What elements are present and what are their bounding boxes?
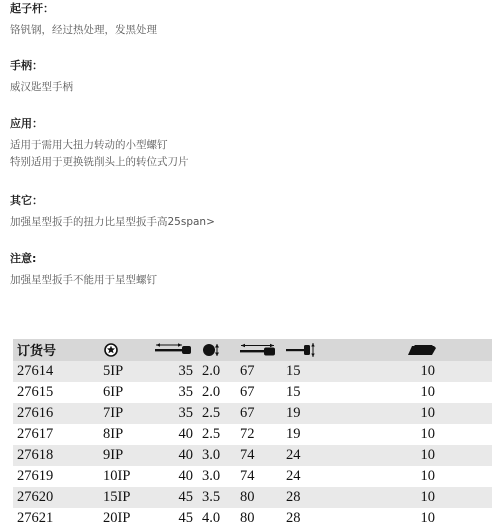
section-shaft [10,2,157,39]
table-row [13,487,492,508]
tip-size-cell: 20IP [103,508,155,529]
tip-diameter-cell: 3.5 [202,487,240,508]
package-qty-cell: 10 [336,508,492,529]
tip-diameter-cell: 2.0 [202,382,240,403]
section-line: 适用于需用大扭力转动的小型螺钉 [10,139,168,151]
total-length-icon [240,343,276,357]
section-title: 手柄： [10,59,43,72]
handle-length-cell: 15 [286,382,336,403]
order-number-cell: 27619 [13,466,103,487]
blade-length-cell: 45 [155,487,202,508]
total-length-cell: 72 [240,424,286,445]
table-header-row [13,339,492,361]
package-icon [408,343,436,357]
handle-length-cell: 19 [286,424,336,445]
table-row [13,361,492,382]
handle-length-cell: 28 [286,508,336,529]
order-number-cell: 27615 [13,382,103,403]
total-length-cell: 67 [240,403,286,424]
handle-length-cell: 15 [286,361,336,382]
section-line: 威汉匙型手柄 [10,81,73,93]
section-title: 其它： [10,194,43,207]
table-row [13,466,492,487]
section-line: 加强星型扳手不能用于星型螺钉 [10,274,157,286]
order-table [13,339,492,529]
tip-size-cell: 9IP [103,445,155,466]
table-row [13,424,492,445]
table-row [13,382,492,403]
section-title: 注意: [10,252,37,265]
tip-size-cell: 8IP [103,424,155,445]
total-length-cell: 80 [240,508,286,529]
total-length-cell: 74 [240,466,286,487]
handle-length-cell: 24 [286,466,336,487]
total-length-cell: 67 [240,382,286,403]
package-qty-cell: 10 [336,445,492,466]
tip-diameter-icon [202,342,222,358]
order-number-cell: 27614 [13,361,103,382]
total-length-cell: 67 [240,361,286,382]
package-qty-cell: 10 [336,382,492,403]
handle-length-cell: 24 [286,445,336,466]
order-number-cell: 27621 [13,508,103,529]
tip-size-cell: 15IP [103,487,155,508]
handle-length-cell: 19 [286,403,336,424]
blade-length-cell: 40 [155,424,202,445]
blade-length-cell: 40 [155,445,202,466]
table-row [13,508,492,529]
tip-size-cell: 5IP [103,361,155,382]
total-length-cell: 80 [240,487,286,508]
tip-size-cell: 10IP [103,466,155,487]
tip-diameter-cell: 2.5 [202,403,240,424]
section-line: 铬钒钢，经过热处理，发黑处理 [10,24,157,36]
blade-length-cell: 35 [155,361,202,382]
package-qty-cell: 10 [336,361,492,382]
section-handle [10,59,73,96]
section-line: 加强星型扳手的扭力比星型扳手高25span> [10,216,215,228]
blade-length-cell: 45 [155,508,202,529]
blade-length-cell: 40 [155,466,202,487]
section-title: 应用： [10,117,43,130]
tip-diameter-cell: 3.0 [202,466,240,487]
blade-length-cell: 35 [155,382,202,403]
order-number-cell: 27617 [13,424,103,445]
tip-diameter-cell: 3.0 [202,445,240,466]
tip-size-cell: 7IP [103,403,155,424]
package-qty-cell: 10 [336,424,492,445]
handle-length-icon [286,342,316,358]
order-number-cell: 27620 [13,487,103,508]
package-qty-cell: 10 [336,487,492,508]
table-body [13,361,492,529]
section-application [10,117,189,171]
table-row [13,403,492,424]
order-number-cell: 27616 [13,403,103,424]
order-number-header: 订货号 [17,344,57,359]
handle-length-cell: 28 [286,487,336,508]
tip-diameter-cell: 2.5 [202,424,240,445]
package-qty-cell: 10 [336,403,492,424]
blade-length-icon [155,343,193,357]
section-title: 起子杆： [10,2,54,15]
tip-diameter-cell: 4.0 [202,508,240,529]
package-qty-cell: 10 [336,466,492,487]
section-note [10,252,157,289]
blade-length-cell: 35 [155,403,202,424]
section-line: 特别适用于更换铣削头上的转位式刀片 [10,156,189,168]
total-length-cell: 74 [240,445,286,466]
table-row [13,445,492,466]
order-number-cell: 27618 [13,445,103,466]
section-other [10,194,215,231]
torx-tip-icon [103,342,119,358]
tip-size-cell: 6IP [103,382,155,403]
tip-diameter-cell: 2.0 [202,361,240,382]
